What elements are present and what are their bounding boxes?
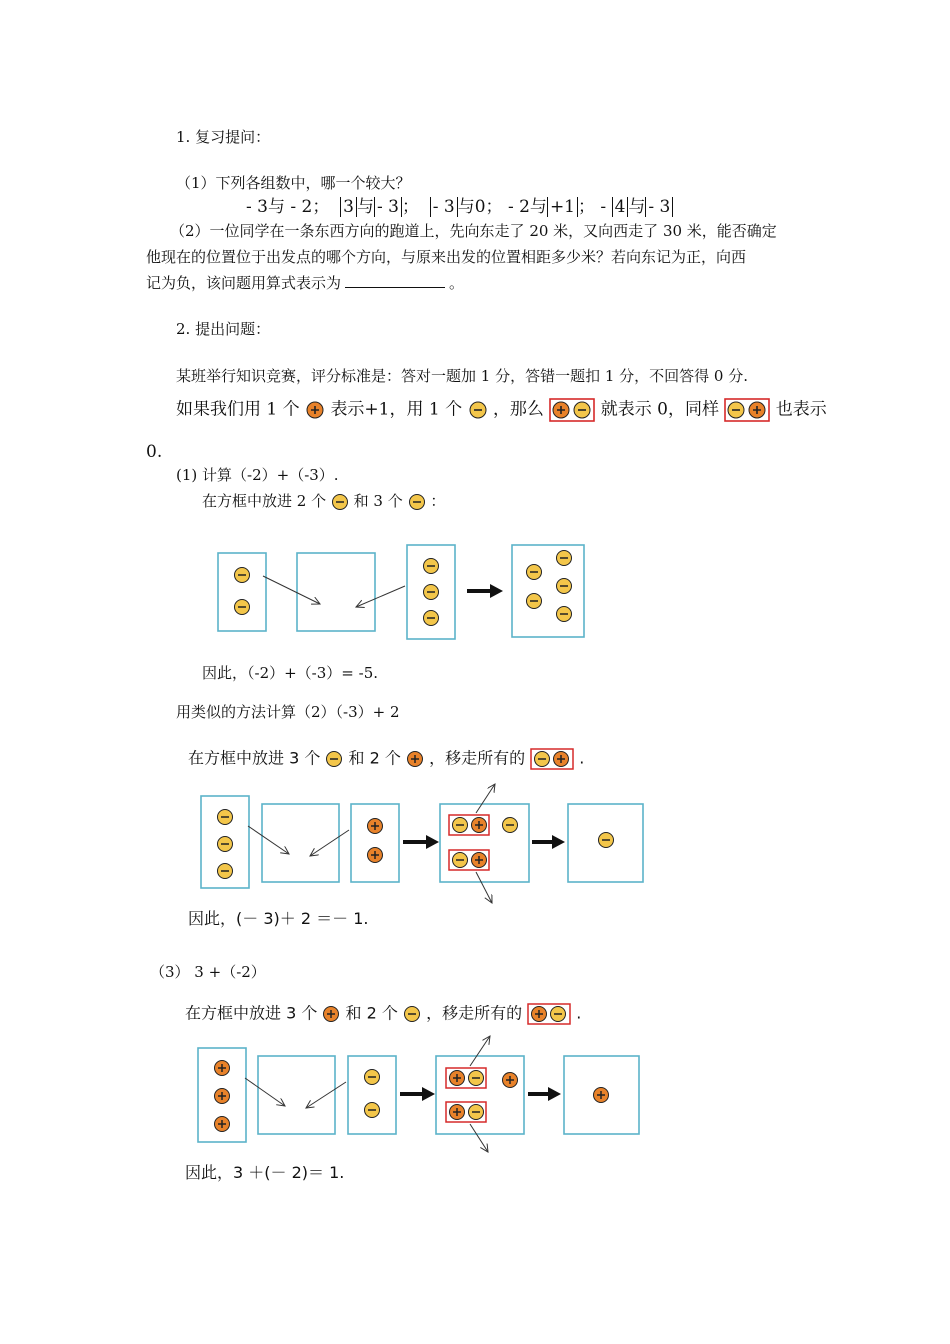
ex2-intro: 用类似的方法计算（2）（-3）+ 2 (176, 703, 400, 721)
review-q2-line2: 他现在的位置位于出发点的哪个方向，与原来出发的位置相距多少米？若向东记为正，向西 (146, 248, 747, 266)
review-q2-line3: 记为负，该问题用算式表示为 。 (146, 274, 465, 292)
ex2-result: 因此，(－ 3)＋ 2 ＝－ 1. (188, 909, 369, 928)
problem-rule: 某班举行知识竞赛，评分标准是：答对一题加 1 分，答错一题扣 1 分，不回答得 0 分. (176, 367, 749, 385)
review-q1-items: - 3与 - 2； 3 与 - 3 ； - 3 与0； - 2与 +1 ； - 4 与 - 3 (246, 197, 673, 217)
review-q1: （1）下列各组数中，哪一个较大？ (176, 174, 411, 192)
ex1-result: 因此，（-2）+（-3）= -5. (202, 664, 379, 682)
model-line: 如果我们用 1 个 表示+1，用 1 个 ，那么 就表示 0，同样 也表示 (176, 398, 827, 422)
ex3-title: （3） 3 +（-2） (150, 963, 266, 981)
review-q2-line1: （2）一位同学在一条东西方向的跑道上，先向东走了 20 米，又向西走了 30 米，能否确定 (170, 222, 777, 240)
ex3-result: 因此，3 ＋(－ 2)＝ 1. (185, 1163, 345, 1182)
model-line-end: 0. (146, 442, 163, 462)
ex1-put: 在方框中放进 2 个 和 3 个 ： (202, 492, 446, 510)
ex1-title: (1) 计算（-2）+（-3）. (176, 466, 339, 484)
ex3-put: 在方框中放进 3 个 和 2 个 ，移走所有的 . (185, 1003, 581, 1025)
ex2-put: 在方框中放进 3 个 和 2 个 ，移走所有的 . (188, 748, 584, 770)
review-heading: 1. 复习提问： (176, 128, 271, 146)
problem-heading: 2. 提出问题： (176, 320, 271, 338)
